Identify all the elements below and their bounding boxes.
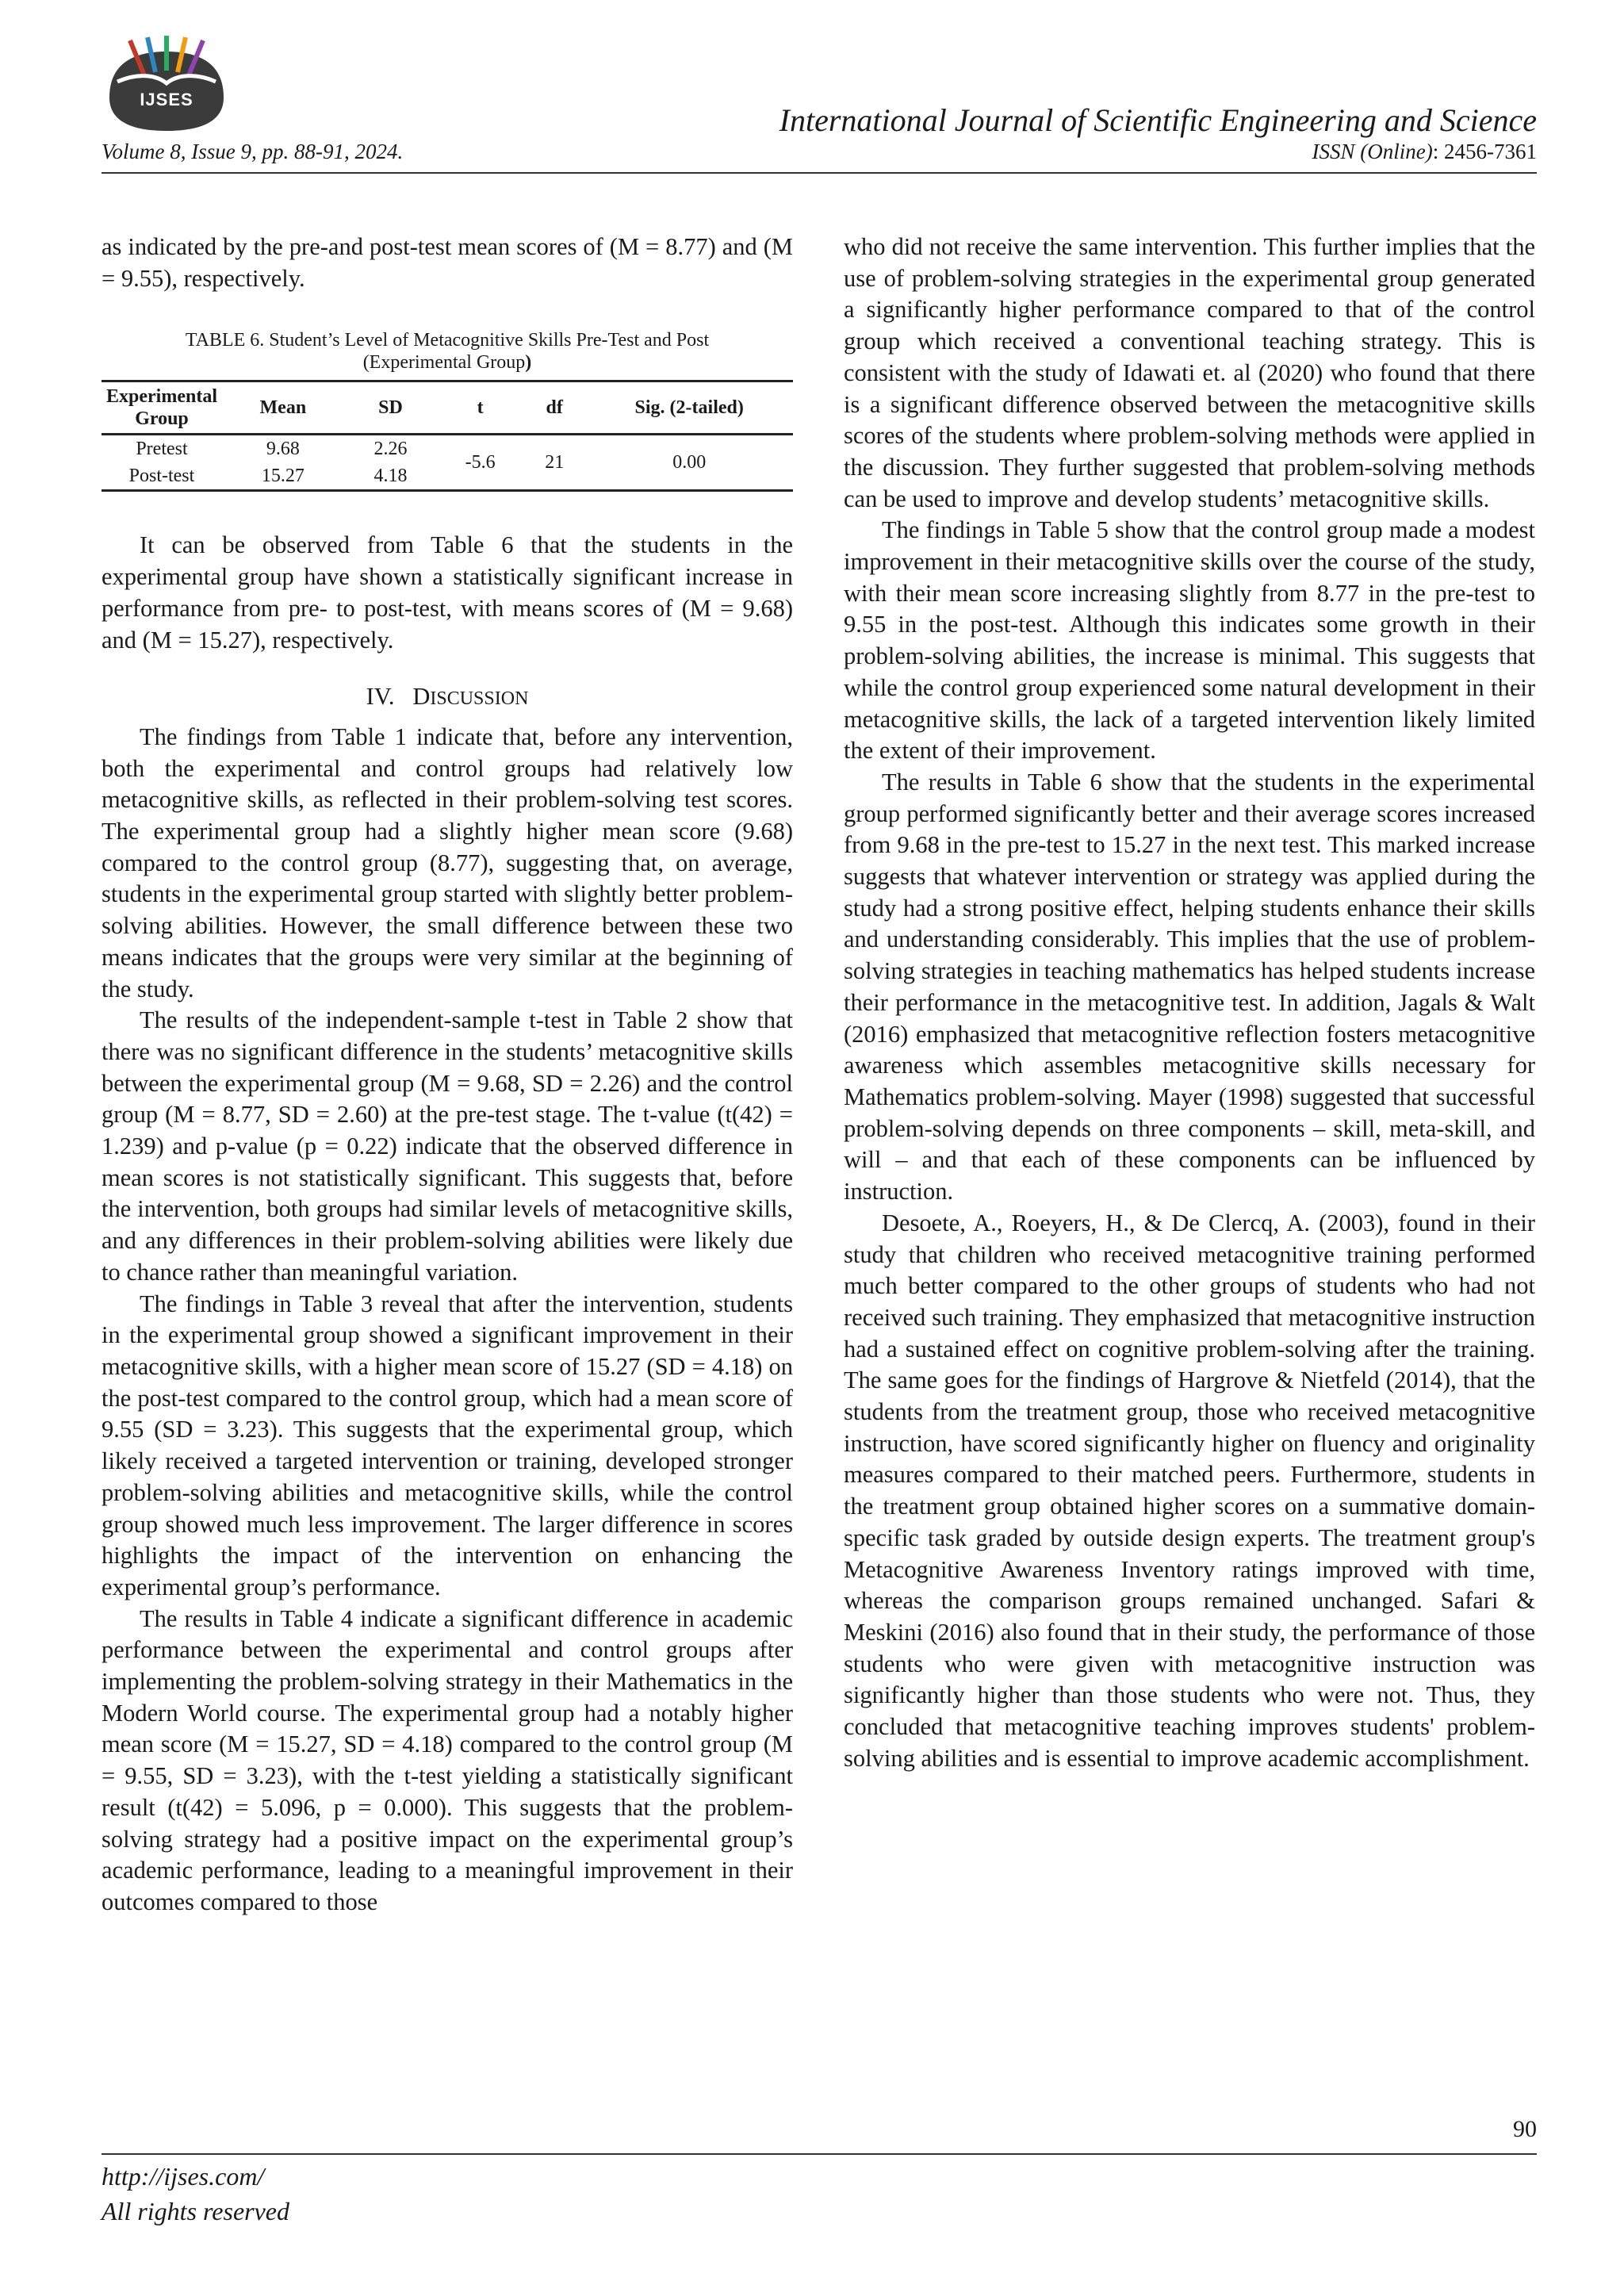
table-caption-close: ) bbox=[525, 352, 532, 374]
issn-value: : 2456-7361 bbox=[1432, 140, 1537, 163]
cell-t: -5.6 bbox=[465, 452, 496, 473]
discussion-paragraph: The results of the independent-sample t-test in Table 2 show that there was no significant difference in the students’ metacognitive skills between the experimental group (M = 9.68, SD = 2.26) and the control group (M = 8.77, SD = 2.60) at the pre-test stage. The t-value (t(42) = 1.239) and p-value (p = 0.22) indicate that the observed difference in mean scores is not statistically significant. This suggests that, before the intervention, both groups had similar levels of metacognitive skills, and any differences in their problem-solving abilities were likely due to chance rather than meaningful variation. bbox=[102, 1006, 793, 1286]
logo-text: IJSES bbox=[140, 90, 193, 109]
issn-info bbox=[1312, 140, 1537, 164]
cell-group: Pretest bbox=[136, 439, 188, 460]
discussion-paragraph: The findings in Table 3 reveal that after the intervention, students in the experimental group showed a significant improvement in their metacognitive skills, with a higher mean score of 15.27 (SD = 4.18) on the post-test compared to the control group, which had a mean score of 9.55 (SD = 3.23). This suggests that the experimental group, which likely received a targeted intervention or training, developed stronger problem-solving abilities and metacognitive skills, while the control group showed much less improvement. The larger difference in scores highlights the impact of the intervention on enhancing the experimental group’s performance. bbox=[102, 1290, 793, 1600]
volume-info: Volume 8, Issue 9, pp. 88-91, 2024. bbox=[102, 140, 404, 163]
table-row bbox=[102, 435, 793, 463]
table-caption bbox=[102, 329, 793, 374]
table6-paragraph: It can be observed from Table 6 that the students in the experimental group have shown a statistically significant increase in performance from pre- to post-test, with means scores of (M = 9.68) and (M = 15.27), respectively. bbox=[102, 531, 793, 654]
cell-mean: 15.27 bbox=[261, 466, 304, 487]
page-number: 90 bbox=[1513, 2116, 1537, 2142]
cell-df: 21 bbox=[545, 452, 565, 473]
table-header-row bbox=[102, 381, 793, 435]
continued-paragraph: who did not receive the same intervention. This further implies that the use of problem-solving strategies in the experimental group generated a significantly higher performance compared to that of the control group which received a conventional teaching strategy. This is consistent with the study of Idawati et. al (2020) who found that there is a significant difference observed between the metacognitive skills scores of the students where problem-solving methods were applied in the discussion. They further suggested that problem-solving methods can be used to improve and develop students’ metacognitive skills. bbox=[844, 233, 1535, 512]
col-header-sd: SD bbox=[378, 397, 403, 419]
col-header-df: df bbox=[546, 397, 563, 419]
section-heading-discussion bbox=[102, 681, 793, 715]
section-title-initial: D bbox=[412, 683, 431, 711]
footer-divider bbox=[102, 2153, 1537, 2155]
col-header-group: Experimental Group bbox=[106, 386, 217, 430]
discussion-paragraph: The findings from Table 1 indicate that, before any intervention, both the experimental and control groups had relatively low metacognitive skills, as reflected in their problem-solving test scores. The experimental group had a slightly higher mean score (9.68) compared to the control group (8.77), suggesting that, on average, students in the experimental group started with slightly better problem-solving abilities. However, the small difference between these two means indicates that the groups were very similar at the beginning of the study. bbox=[102, 723, 793, 1002]
col-header-mean: Mean bbox=[259, 397, 307, 419]
footer-rights: All rights reserved bbox=[102, 2197, 289, 2225]
cell-group: Post-test bbox=[128, 466, 195, 487]
book-logo-icon bbox=[103, 36, 230, 131]
cell-sd: 2.26 bbox=[373, 439, 408, 460]
discussion-paragraph: Desoete, A., Roeyers, H., & De Clercq, A. (2003), found in their study that children who received metacognitive training performed much better compared to the other groups of students who had not received such training. They emphasized that metacognitive instruction had a sustained effect on cognitive problem-solving after the training. The same goes for the findings of Hargrove & Nietfeld (2014), that the students from the treatment group, those who received metacognitive instruction, have scored significantly higher on fluency and originality measures compared to their matched peers. Furthermore, students in the treatment group obtained higher scores on a summative domain-specific task graded by outside design experts. The treatment group's Metacognitive Awareness Inventory ratings improved with time, whereas the comparison groups remained unchanged. Safari & Meskini (2016) also found that in their study, the performance of those students who were given with metacognitive instruction was significantly higher than those students who were not. Thus, they concluded that metacognitive teaching improves students' problem-solving abilities and is essential to improve academic accomplishment. bbox=[844, 1209, 1535, 1772]
right-column bbox=[844, 232, 1535, 1774]
left-column bbox=[102, 232, 793, 1918]
cell-sd: 4.18 bbox=[373, 466, 408, 487]
section-number: IV. bbox=[366, 683, 395, 711]
col-header-t: t bbox=[477, 397, 484, 419]
continued-paragraph: as indicated by the pre-and post-test mean scores of (M = 8.77) and (M = 9.55), respectively. bbox=[102, 233, 793, 292]
journal-title: International Journal of Scientific Engineering and Science bbox=[779, 102, 1537, 138]
footer-url-link[interactable]: http://ijses.com/ bbox=[102, 2162, 265, 2191]
section-title-rest: ISCUSSION bbox=[430, 688, 529, 710]
cell-sig: 0.00 bbox=[672, 452, 707, 473]
table-caption-line-1: TABLE 6. Student’s Level of Metacognitive Skills Pre-Test and Post bbox=[185, 330, 710, 351]
journal-logo bbox=[103, 36, 230, 131]
table-caption-line-2: (Experimental Group bbox=[362, 352, 526, 374]
cell-mean: 9.68 bbox=[266, 439, 300, 460]
col-header-sig: Sig. (2-tailed) bbox=[634, 397, 744, 419]
discussion-paragraph: The findings in Table 5 show that the control group made a modest improvement in their metacognitive skills over the course of the study, with their mean score increasing slightly from 8.77 in the pre-test to 9.55 in the post-test. Although this indicates some growth in their problem-solving abilities, the increase is minimal. This suggests that while the control group experienced some natural development in their metacognitive skills, the lack of a targeted intervention likely limited the extent of their improvement. bbox=[844, 516, 1535, 765]
issn-label: ISSN (Online) bbox=[1312, 140, 1433, 163]
results-table bbox=[102, 380, 793, 492]
discussion-paragraph: The results in Table 4 indicate a significant difference in academic performance between the experimental and control groups after implementing the problem-solving strategy in their Mathematics in the Modern World course. The experimental group had a notably higher mean score (M = 15.27, SD = 4.18) compared to the control group (M = 9.55, SD = 3.23), with the t-test yielding a statistically significant result (t(42) = 5.096, p = 0.000). This suggests that the problem-solving strategy had a positive impact on the experimental group’s academic performance, leading to a meaningful improvement in their outcomes compared to those bbox=[102, 1604, 793, 1915]
discussion-paragraph: The results in Table 6 show that the students in the experimental group performed significantly better and their average scores increased from 9.68 in the pre-test to 15.27 in the next test. This marked increase suggests that whatever intervention or strategy was applied during the study had a strong positive effect, helping students enhance their skills and understanding considerably. This implies that the use of problem-solving strategies in teaching mathematics has helped students increase their performance in the metacognitive test. In addition, Jagals & Walt (2016) emphasized that metacognitive reflection fosters metacognitive awareness which assembles metacognitive skills necessary for Mathematics problem-solving. Mayer (1998) suggested that successful problem-solving depends on three components – skill, meta-skill, and will – and that each of these components can be influenced by instruction. bbox=[844, 768, 1535, 1205]
header-divider bbox=[102, 172, 1537, 174]
